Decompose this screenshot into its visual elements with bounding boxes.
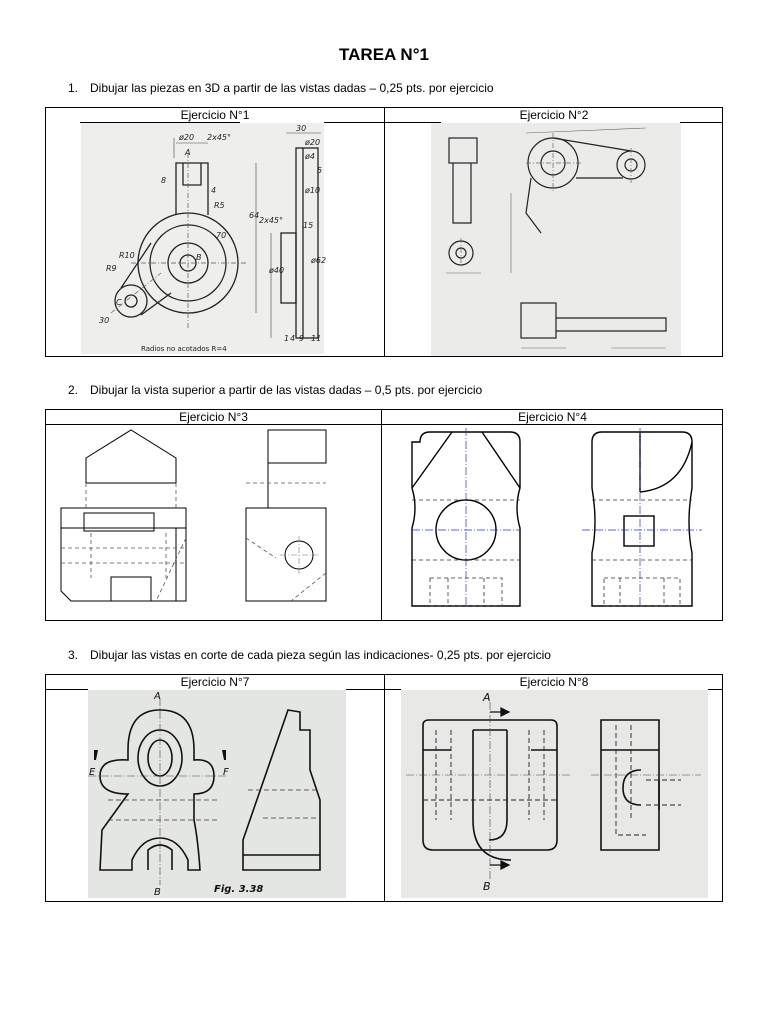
exercise-8-drawing bbox=[401, 690, 708, 898]
column-divider bbox=[384, 675, 385, 901]
cut-label-f: F bbox=[223, 767, 229, 778]
exercise-7-drawing bbox=[88, 690, 346, 898]
cut-label-b: B bbox=[154, 887, 161, 898]
exercise-2-drawing bbox=[431, 123, 681, 356]
cut-label-a: A bbox=[154, 691, 161, 702]
ex1-dim-label: 8 bbox=[161, 176, 167, 185]
exercise-header-3: Ejercicio N°3 bbox=[179, 410, 248, 424]
ex1-dim-label: 2x45° bbox=[207, 133, 232, 142]
figure-caption: Fig. 3.38 bbox=[214, 884, 264, 895]
instruction-number: 3. bbox=[68, 648, 79, 662]
exercise-4-drawing bbox=[392, 428, 718, 608]
ex1-dim-label: A bbox=[185, 148, 191, 157]
exercise-1-drawing bbox=[81, 123, 327, 354]
page-title: TAREA N°1 bbox=[339, 45, 429, 64]
exercise-header-2: Ejercicio N°2 bbox=[519, 108, 589, 122]
instruction-number: 1. bbox=[68, 81, 79, 95]
exercise-header-4: Ejercicio N°4 bbox=[518, 410, 587, 424]
exercise-header-1: Ejercicio N°1 bbox=[180, 108, 250, 122]
ex1-dim-label: ø20 bbox=[179, 133, 195, 142]
ex1-dim-label: 15 bbox=[303, 221, 314, 230]
ex1-dim-label: ø20 bbox=[305, 138, 321, 147]
ex1-dim-label: ø40 bbox=[269, 266, 285, 275]
instruction-number: 2. bbox=[68, 383, 79, 397]
instruction-text: Dibujar las vistas en corte de cada pieza según las indicaciones- 0,25 pts. por ejercicio bbox=[90, 648, 551, 662]
ex1-dim-label: 4 bbox=[290, 334, 296, 343]
ex1-dim-label: R5 bbox=[214, 201, 225, 210]
ex1-dim-label: 5 bbox=[317, 166, 323, 175]
ex1-dim-label: 4 bbox=[211, 186, 217, 195]
exercise-header-7: Ejercicio N°7 bbox=[180, 675, 250, 689]
ex1-dim-label: R10 bbox=[119, 251, 135, 260]
cut-label-e: E bbox=[89, 767, 96, 778]
instruction-text: Dibujar la vista superior a partir de las vistas dadas – 0,5 pts. por ejercicio bbox=[90, 383, 483, 397]
exercise-table-1 bbox=[45, 107, 723, 357]
cut-label-a: A bbox=[483, 691, 491, 704]
instruction-text: Dibujar las piezas en 3D a partir de las vistas dadas – 0,25 pts. por ejercicio bbox=[90, 81, 494, 95]
ex1-dim-label: R9 bbox=[106, 264, 117, 273]
ex1-dim-label: 2x45° bbox=[259, 216, 284, 225]
ex1-dim-label: ø62 bbox=[311, 256, 327, 265]
ex1-dim-label: 70 bbox=[216, 231, 227, 240]
cut-label-b: B bbox=[483, 880, 491, 893]
ex1-dim-label: C bbox=[116, 298, 122, 307]
exercise-header-8: Ejercicio N°8 bbox=[519, 675, 589, 689]
ex1-dim-label: 30 bbox=[296, 124, 307, 133]
ex1-dim-label: ø10 bbox=[305, 186, 321, 195]
column-divider bbox=[384, 108, 385, 356]
ex1-dim-label: 64 bbox=[249, 211, 260, 220]
column-divider bbox=[381, 410, 382, 620]
exercise-table-2 bbox=[45, 409, 723, 621]
ex1-dim-label: B bbox=[196, 253, 202, 262]
ex1-dim-label: 1 bbox=[284, 334, 290, 343]
ex1-note: Radios no acotados R=4 bbox=[141, 345, 227, 353]
ex1-dim-label: 9 bbox=[299, 334, 305, 343]
ex1-dim-label: ø4 bbox=[305, 152, 315, 161]
ex1-dim-label: 30 bbox=[99, 316, 110, 325]
exercise-3-drawing bbox=[56, 428, 376, 606]
exercise-table-3 bbox=[45, 674, 723, 902]
ex1-dim-label: 11 bbox=[311, 334, 322, 343]
